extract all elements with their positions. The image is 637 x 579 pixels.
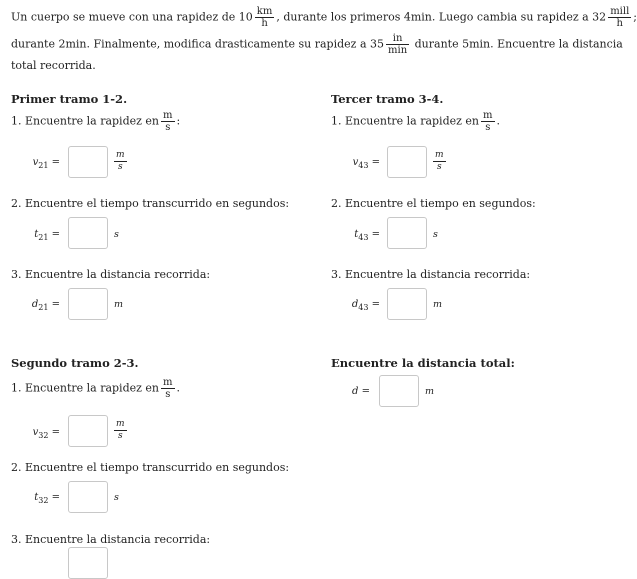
label-d43: $d_{43}$ = [351, 299, 380, 312]
question-time-3-4: 2. Encuentre el tiempo en segundos: [331, 197, 536, 210]
unit-mill-per-h: $\frac{\text{mill}}{h}$ [610, 6, 630, 29]
input-d21[interactable] [68, 288, 108, 320]
unit-d43: m [433, 299, 443, 310]
intro-text-3: ; [633, 10, 637, 24]
input-v32[interactable] [68, 415, 108, 447]
unit-d-total: m [425, 386, 435, 397]
question-speed-3-4: 1. Encuentre la rapidez en $\frac{m}{s}$ . [331, 110, 501, 133]
unit-m-per-s: $\frac{m}{s}$ [483, 110, 493, 133]
input-d32[interactable] [68, 547, 108, 579]
question-distance-3-4: 3. Encuentre la distancia recorrida: [331, 268, 531, 281]
input-v43[interactable] [387, 146, 427, 178]
label-d21: $d_{21}$ = [31, 299, 60, 312]
label-t21: $t_{21}$ = [34, 229, 60, 242]
question-speed-2-3: 1. Encuentre la rapidez en $\frac{m}{s}$ . [11, 377, 181, 400]
unit-t32: s [114, 492, 119, 503]
label-v21: $v_{21}$ = [32, 157, 60, 170]
unit-m-per-s: $\frac{m}{s}$ [163, 110, 173, 133]
unit-v21: $\frac{m}{s}$ [116, 150, 125, 172]
unit-v43: $\frac{m}{s}$ [435, 150, 444, 172]
unit-m-per-s: $\frac{m}{s}$ [163, 377, 173, 400]
question-speed-1-2: 1. Encuentre la rapidez en $\frac{m}{s}$ : [11, 110, 181, 133]
question-distance-1-2: 3. Encuentre la distancia recorrida: [11, 268, 211, 281]
intro-text-4: durante 2min. Finalmente, modifica drasticamente su rapidez a 35 [11, 37, 385, 51]
label-v32: $v_{32}$ = [32, 427, 60, 440]
label-t32: $t_{32}$ = [34, 492, 60, 505]
unit-v32: $\frac{m}{s}$ [116, 419, 125, 441]
unit-d21: m [114, 299, 124, 310]
label-v43: $v_{43}$ = [352, 157, 380, 170]
intro-text-2: , durante los primeros 4min. Luego cambia su rapidez a 32 [276, 10, 607, 24]
section-title-1-2: Primer tramo 1-2. [11, 92, 128, 106]
question-distance-2-3: 3. Encuentre la distancia recorrida: [11, 533, 211, 546]
unit-in-per-min: $\frac{in}{\min}$ [388, 33, 408, 56]
section-title-total: Encuentre la distancia total: [331, 356, 515, 370]
section-title-2-3: Segundo tramo 2-3. [11, 356, 139, 370]
input-d-total[interactable] [379, 375, 419, 407]
question-time-2-3: 2. Encuentre el tiempo transcurrido en segundos: [11, 461, 290, 474]
problem-statement [11, 6, 637, 72]
input-t21[interactable] [68, 217, 108, 249]
intro-text-6: total recorrida. [11, 59, 96, 72]
input-t32[interactable] [68, 481, 108, 513]
input-d43[interactable] [387, 288, 427, 320]
intro-text-5: durante 5min. Encuentre la distancia [411, 37, 623, 51]
intro-text-1: Un cuerpo se mueve con una rapidez de 10 [11, 10, 253, 24]
input-v21[interactable] [68, 146, 108, 178]
question-time-1-2: 2. Encuentre el tiempo transcurrido en segundos: [11, 197, 290, 210]
label-t43: $t_{43}$ = [354, 229, 380, 242]
unit-t21: s [114, 229, 119, 240]
section-title-3-4: Tercer tramo 3-4. [331, 92, 444, 106]
input-t43[interactable] [387, 217, 427, 249]
label-d-total: d = [352, 386, 370, 397]
unit-km-per-h: $\frac{km}{h}$ [256, 6, 273, 29]
unit-t43: s [433, 229, 438, 240]
